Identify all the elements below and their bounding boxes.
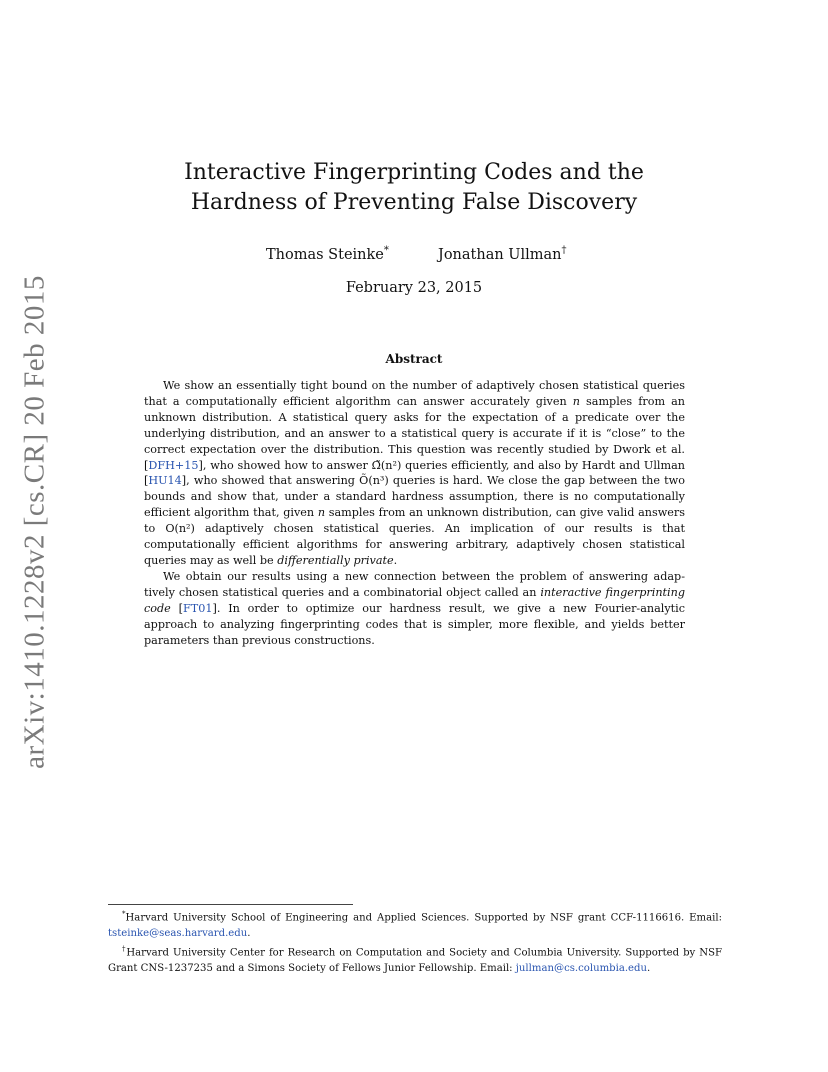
abstract-body: [144, 378, 685, 648]
math-expression: O(n²): [165, 522, 195, 536]
email-link[interactable]: tsteinke@seas.harvard.edu: [108, 927, 248, 939]
author-list: [0, 245, 828, 269]
abstract-heading: Abstract: [385, 352, 443, 366]
citation-link[interactable]: DFH+15: [148, 458, 199, 472]
title-line-1: Interactive Fingerprinting Codes and the: [184, 160, 644, 185]
abstract-paragraph-1: We show an essentially tight bound on the number of adaptively chosen statistical queries that a computationally efficient algorithm can answer accurately given n samples from an unknown distribution. A statistical query asks for the expectation of a predicate over the underlying distribution, and an answer to a statistical query is accurate if it is “close” to the correct expectation over the distribution. This question was recently studied by Dwork et al. [DFH+15], who showed how to answer Ω̃(n²) queries efficiently, and also by Hardt and Ullman [HU14], who showed that answering Õ(n³) queries is hard. We close the gap between the two bounds and show that, under a standard hardness assumption, there is no computationally efficient algorithm that, given n samples from an unknown distribution, can give valid answers to O(n²) adaptively chosen statistical queries. An implication of our results is that computationally efficient algorithms for answering arbitrary, adaptively chosen statistical queries may as well be differentially private.: [144, 379, 685, 567]
author-ullman: Jonathan Ullman†: [438, 245, 567, 263]
footnote-1: *Harvard University School of Engineering and Applied Sciences. Supported by NSF grant CCF-1116616. Email: tsteinke@seas.harvard.edu.: [108, 910, 722, 939]
math-expression: Õ(n³): [359, 474, 389, 488]
title-line-2: Hardness of Preventing False Discovery: [190, 190, 638, 215]
footnotes: [108, 907, 722, 976]
citation-link[interactable]: FT01: [182, 601, 213, 615]
abstract-paragraph-2: We obtain our results using a new connection between the problem of answering adaptively chosen statistical queries and a combinatorial object called an interactive fingerprinting code [FT01]. In order to optimize our hardness result, we give a new Fourier-analytic approach to analyzing fingerprinting codes that is simpler, more flexible, and yields better parameters than previous constructions.: [144, 569, 685, 647]
email-link[interactable]: jullman@cs.columbia.edu: [515, 962, 647, 974]
author-steinke: Thomas Steinke*: [266, 245, 389, 263]
math-expression: Ω̃(n²): [371, 458, 402, 472]
arxiv-identifier: arXiv:1410.1228v2 [cs.CR] 20 Feb 2015: [18, 275, 51, 769]
footnote-mark: *: [383, 245, 389, 256]
paper-title: [0, 158, 828, 218]
footnote-mark: †: [561, 245, 567, 256]
paper-date: February 23, 2015: [345, 280, 483, 296]
footnote-divider: [108, 904, 353, 905]
footnote-2: †Harvard University Center for Research on Computation and Society and Columbia University. Supported by NSF Grant CNS-1237235 and a Simons Society of Fellows Junior Fellowship. Email: jullman@cs.columbia.edu.: [108, 944, 723, 974]
citation-link[interactable]: HU14: [148, 474, 182, 488]
